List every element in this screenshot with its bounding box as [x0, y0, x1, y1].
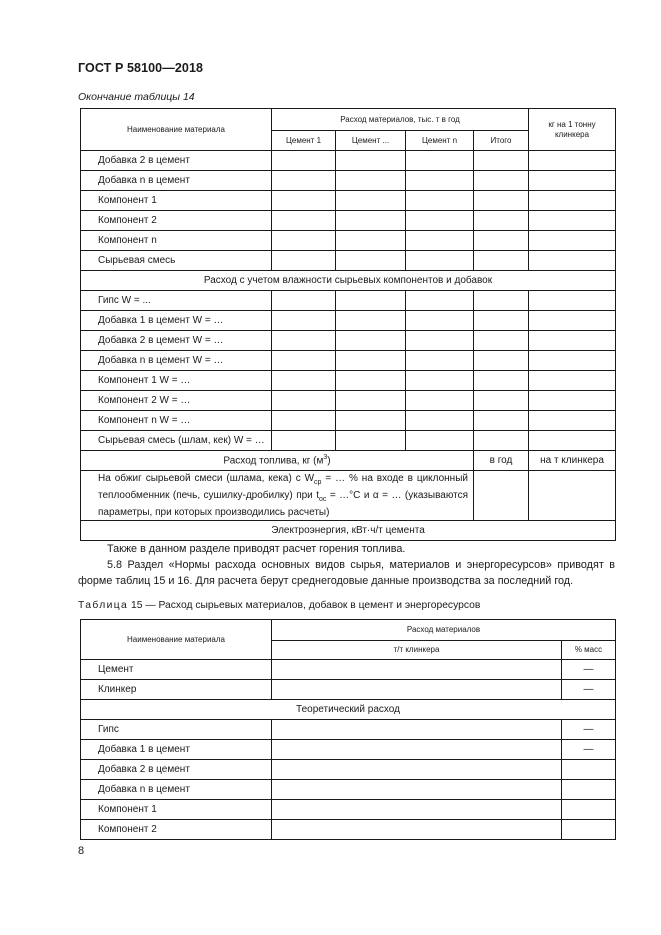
table-row	[81, 231, 616, 251]
row-pct	[562, 780, 616, 800]
table-row	[81, 800, 616, 820]
paragraph-fuel-combustion: Также в данном разделе приводят расчет горения топлива.	[107, 543, 406, 555]
row-pct: —	[562, 740, 616, 760]
section-row-theory	[81, 700, 616, 720]
table-row	[81, 251, 616, 271]
row-label: Добавка 2 в цемент	[81, 151, 272, 171]
row-label: Компонент 2	[81, 211, 272, 231]
row-label: Компонент 1	[81, 800, 272, 820]
row-pct	[562, 820, 616, 840]
col-header-name: Наименование материала	[81, 109, 272, 151]
row-pct: —	[562, 720, 616, 740]
row-label: Компонент 2	[81, 820, 272, 840]
page-number: 8	[78, 845, 85, 857]
table-row	[81, 760, 616, 780]
table-row	[81, 331, 616, 351]
fuel-per-year: в год	[474, 451, 529, 471]
table-row	[81, 411, 616, 431]
section-title: Теоретический расход	[81, 700, 616, 720]
col-header-group: Расход материалов	[272, 620, 616, 641]
electricity-label: Электроэнергия, кВт·ч/т цемента	[81, 521, 616, 541]
col-header-group: Расход материалов, тыс. т в год	[272, 109, 529, 131]
table-row	[81, 371, 616, 391]
table-row	[81, 660, 616, 680]
fuel-row	[81, 451, 616, 471]
table-row	[81, 680, 616, 700]
row-pct	[562, 800, 616, 820]
fuel-per-tonne: на т клинкера	[529, 451, 616, 471]
row-label: Добавка 1 в цемент W = …	[81, 311, 272, 331]
row-label: Сырьевая смесь (шлам, кек) W = …	[81, 431, 272, 451]
row-label: Гипс W = ...	[81, 291, 272, 311]
row-label: Добавка n в цемент W = …	[81, 351, 272, 371]
col-header-name: Наименование материала	[81, 620, 272, 660]
firing-row	[81, 471, 616, 521]
col-header-cement-etc: Цемент ...	[336, 131, 406, 151]
row-label: Добавка 1 в цемент	[81, 740, 272, 760]
row-label: Цемент	[81, 660, 272, 680]
row-label: Добавка n в цемент	[81, 171, 272, 191]
row-pct: —	[562, 660, 616, 680]
row-label: Компонент n W = …	[81, 411, 272, 431]
document-header: ГОСТ Р 58100—2018	[78, 61, 204, 75]
row-label: Добавка 2 в цемент W = …	[81, 331, 272, 351]
row-label: Компонент 2 W = …	[81, 391, 272, 411]
row-label: Гипс	[81, 720, 272, 740]
electricity-row	[81, 521, 616, 541]
table-14	[80, 108, 616, 541]
table-row	[81, 720, 616, 740]
table-row	[81, 780, 616, 800]
paragraph-section-5-8: 5.8 Раздел «Нормы расхода основных видов сырья, материалов и энергоресурсов» приводят в форме таблиц 15 и 16. Для расчета берут среднегодовые данные производства за последний год.	[78, 559, 615, 587]
table-row	[81, 431, 616, 451]
row-label: Добавка 2 в цемент	[81, 760, 272, 780]
table-row	[81, 191, 616, 211]
section-title: Расход с учетом влажности сырьевых компонентов и добавок	[81, 271, 616, 291]
table-15	[80, 619, 616, 840]
fuel-label: Расход топлива, кг $(м^3)$	[81, 451, 474, 471]
section-row-humidity	[81, 271, 616, 291]
table-row	[81, 151, 616, 171]
table-row	[81, 391, 616, 411]
col-header-cement-1: Цемент 1	[272, 131, 336, 151]
table-15-caption: Таблица 15 — Расход сырьевых материалов, добавок в цемент и энергоресурсов	[78, 600, 481, 611]
row-label: Сырьевая смесь	[81, 251, 272, 271]
col-header-t-per-t: т/т клинкера	[272, 641, 562, 660]
col-header-cement-n: Цемент n	[406, 131, 474, 151]
row-label: Клинкер	[81, 680, 272, 700]
table-row	[81, 740, 616, 760]
col-header-total: Итого	[474, 131, 529, 151]
row-pct: —	[562, 680, 616, 700]
col-header-pct-mass: % масс	[562, 641, 616, 660]
firing-description: На обжиг сырьевой смеси (шлама, кека) с $W_{ср}$ = … % на входе в циклонный теплообменник (печь, сушилку-дробилку) при $t_{ос}$ = …°С и α = … (указываются параметры, при которых производились расчеты)	[81, 471, 474, 521]
table-row	[81, 820, 616, 840]
row-pct	[562, 760, 616, 780]
row-label: Компонент 1 W = …	[81, 371, 272, 391]
table-row	[81, 351, 616, 371]
table-row	[81, 311, 616, 331]
table-row	[81, 211, 616, 231]
row-label: Компонент 1	[81, 191, 272, 211]
row-label: Добавка n в цемент	[81, 780, 272, 800]
table-14-caption: Окончание таблицы 14	[78, 91, 195, 103]
col-header-kg: кг на 1 тонну клинкера	[529, 109, 616, 151]
table-row	[81, 291, 616, 311]
table-row	[81, 171, 616, 191]
row-label: Компонент n	[81, 231, 272, 251]
